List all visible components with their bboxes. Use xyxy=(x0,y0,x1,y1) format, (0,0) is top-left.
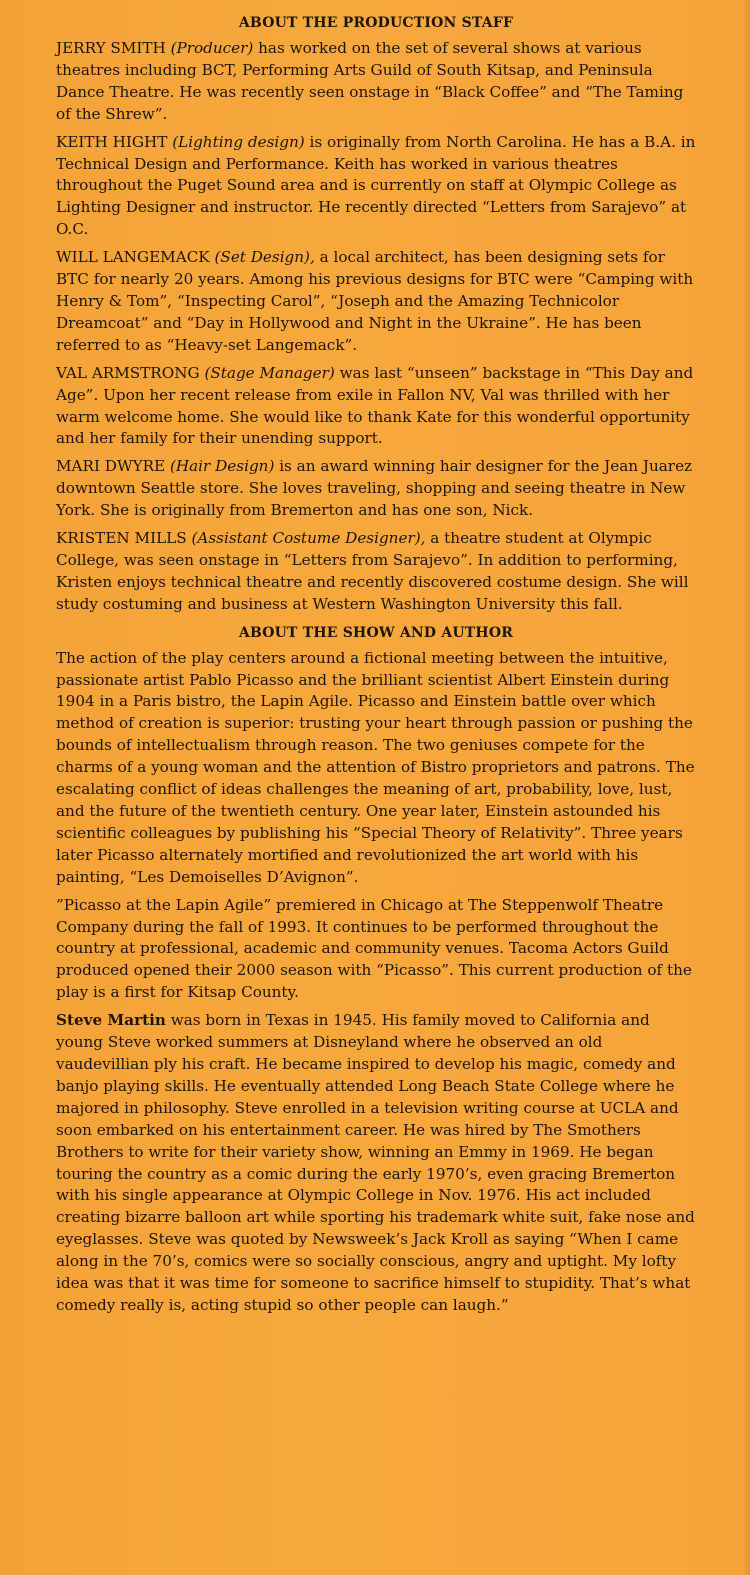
staff-role: (Stage Manager) xyxy=(204,363,335,382)
staff-bio: has worked on the set of several shows at various theatres including BCT, Performing Arts Guild of South Kitsap, and Peninsula Dance Theatre. He was recently seen onstage in “Black Coffee” and “The Taming of the Shrew”. xyxy=(56,39,684,123)
staff-entry-val-armstrong xyxy=(56,363,696,451)
staff-name: VAL ARMSTRONG xyxy=(56,363,200,382)
staff-bio: is an award winning hair designer for the Jean Juarez downtown Seattle store. She loves traveling, shopping and seeing theatre in New York. She is originally from Bremerton and has one son, Nick. xyxy=(56,457,693,520)
staff-bio: a theatre student at Olympic College, was seen onstage in “Letters from Sarajevo”. In addition to performing, Kristen enjoys technical theatre and recently discovered costume design. She will study costuming and business at Western Washington University this fall. xyxy=(56,529,689,613)
staff-entry-jerry-smith xyxy=(56,38,696,126)
staff-entry-kristen-mills xyxy=(56,528,696,616)
staff-role: (Producer) xyxy=(170,39,254,57)
show-synopsis: The action of the play centers around a fictional meeting between the intuitive, passionate artist Pablo Picasso and the brilliant scientist Albert Einstein during 1904 in a Paris bistro, the Lapin Agile. Picasso and Einstein battle over which method of creation is superior: trusting your heart through passion or pushing the bounds of intellectualism through reason. The two geniuses compete for the charms of a young woman and the attention of Bistro proprietors and patrons. The escalating conflict of ideas challenges the meaning of art, probability, love, lust, and the future of the twentieth century. One year later, Einstein astounded his scientific colleagues by publishing his “Special Theory of Relativity”. Three years later Picasso alternately mortified and revolutionized the art world with his painting, “Les Demoiselles D’Avignon”. xyxy=(56,648,695,886)
author-name: Steve Martin xyxy=(56,1011,166,1030)
staff-name: KEITH HIGHT xyxy=(56,132,168,151)
staff-role: (Hair Design) xyxy=(169,457,275,476)
staff-entry-mari-dwyre xyxy=(56,456,696,522)
staff-bio: is originally from North Carolina. He has a B.A. in Technical Design and Performance. Keith has worked in various theatres throughout the Puget Sound area and is currently on staff at Olympic College as Lighting Designer and instructor. He recently directed “Letters from Sarajevo” at O.C. xyxy=(56,132,696,239)
staff-name: JERRY SMITH xyxy=(56,39,166,57)
show-heading: ABOUT THE SHOW AND AUTHOR xyxy=(238,624,514,641)
staff-entry-will-langemack xyxy=(56,247,696,357)
author-bio xyxy=(56,1010,696,1317)
show-history: ”Picasso at the Lapin Agile” premiered in Chicago at The Steppenwolf Theatre Company during the fall of 1993. It continues to be performed throughout the country at professional, academic and community venues. Tacoma Actors Guild produced opened their 2000 season with “Picasso”. This current production of the play is a first for Kitsap County. xyxy=(56,895,692,1002)
page-edge xyxy=(744,0,750,1575)
staff-role: (Lighting design) xyxy=(172,132,305,151)
staff-bio: was last “unseen” backstage in “This Day and Age”. Upon her recent release from exile in Fallon NV, Val was thrilled with her warm welcome home. She would like to thank Kate for this wonderful opportunity and her family for their unending support. xyxy=(56,363,694,448)
program-content xyxy=(56,12,696,1323)
staff-role: (Set Design), xyxy=(214,248,315,267)
staff-entry-keith-hight xyxy=(56,132,696,242)
staff-name: KRISTEN MILLS xyxy=(56,529,187,548)
staff-heading: ABOUT THE PRODUCTION STAFF xyxy=(238,15,514,31)
staff-name: WILL LANGEMACK xyxy=(56,248,210,267)
staff-name: MARI DWYRE xyxy=(56,457,166,476)
staff-bio: a local architect, has been designing sets for BTC for nearly 20 years. Among his previous designs for BTC were “Camping with Henry & Tom”, “Inspecting Carol”, “Joseph and the Amazing Technicolor Dreamcoat” and “Day in Hollywood and Night in the Ukraine”. He has been referred to as “Heavy-set Langemack”. xyxy=(56,248,694,354)
staff-role: (Assistant Costume Designer), xyxy=(191,529,426,548)
author-bio-text: was born in Texas in 1945. His family moved to California and young Steve worked summers at Disneyland where he observed an old vaudevillian ply his craft. He became inspired to develop his magic, comedy and banjo playing skills. He eventually attended Long Beach State College where he majored in philosophy. Steve enrolled in a television writing course at UCLA and soon embarked on his entertainment career. He was hired by The Smothers Brothers to write for their variety show, winning an Emmy in 1969. He began touring the country as a comic during the early 1970’s, even gracing Bremerton with his single appearance at Olympic College in Nov. 1976. His act included creating bizarre balloon art while sporting his trademark white suit, fake nose and eyeglasses. Steve was quoted by Newsweek’s Jack Kroll as saying “When I came along in the 70’s, comics were so socially conscious, angry and uptight. My lofty idea was that it was time for someone to sacrifice himself to stupidity. That’s what comedy really is, acting stupid so other people can laugh.” xyxy=(56,1011,695,1314)
